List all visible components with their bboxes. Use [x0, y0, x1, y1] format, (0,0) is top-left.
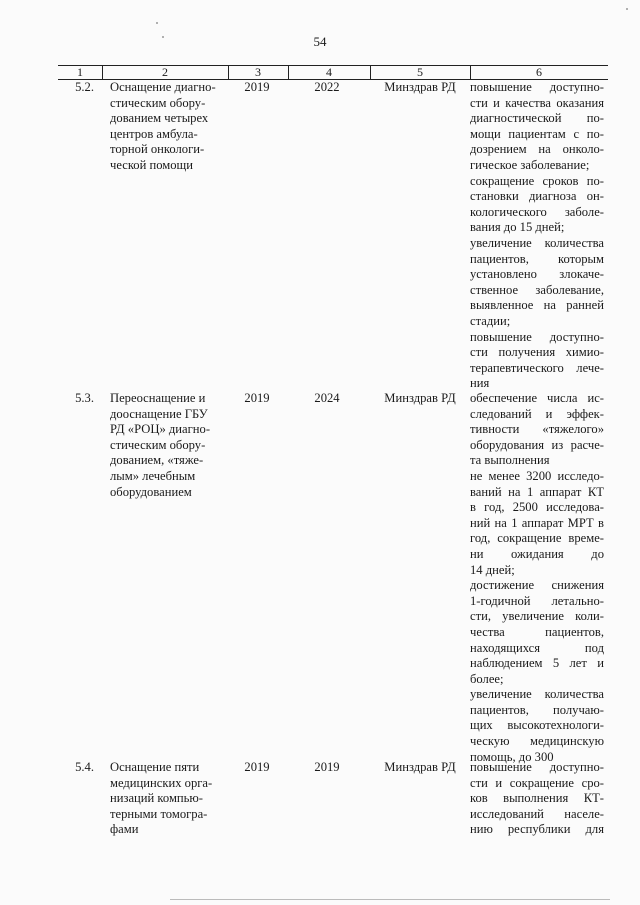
executor: Минздрав РД — [384, 391, 456, 405]
result-line: находящихся под — [470, 640, 604, 655]
result-line: тивности «тяжелого» — [470, 422, 604, 437]
header-col-6: 6 — [536, 65, 542, 79]
expected-result — [470, 80, 604, 392]
measure-name-line: фами — [110, 822, 139, 837]
result-line: щих высокотехнологи- — [470, 718, 604, 733]
result-line: стадии; — [470, 313, 511, 328]
result-line: пациентов, которым — [470, 251, 604, 266]
result-line: ваний на 1 аппарат КТ — [470, 484, 604, 499]
measure-name — [110, 760, 222, 838]
result-line: 14 дней; — [470, 562, 515, 577]
measure-name-line: центров амбула- — [110, 126, 198, 141]
scan-speck — [162, 36, 164, 38]
start-year: 2019 — [244, 391, 270, 405]
row-number: 5.4. — [75, 760, 94, 774]
row-number: 5.3. — [75, 391, 94, 405]
header-col-4: 4 — [326, 65, 332, 79]
measure-name — [110, 80, 222, 174]
measure-name-line: ческой помощи — [110, 157, 193, 172]
result-line: диагностической по- — [470, 111, 604, 126]
measure-name-line: Переоснащение и — [110, 391, 206, 405]
result-line: терапевтического лече- — [470, 360, 604, 375]
result-line: ни ожидания до — [470, 546, 604, 561]
measure-name-line: низаций компью- — [110, 791, 204, 806]
result-line: не менее 3200 исследо- — [470, 468, 604, 483]
expected-result — [470, 391, 604, 765]
result-line: пациентов, получаю- — [470, 702, 604, 717]
result-line: дозрением на онколо- — [470, 142, 604, 157]
measure-name-line: Оснащение пяти — [110, 760, 200, 774]
scan-speck — [626, 8, 628, 10]
expected-result — [470, 760, 604, 838]
result-line: сти и качества оказания — [470, 95, 604, 110]
header-col-2: 2 — [162, 65, 168, 79]
row-number: 5.2. — [75, 80, 94, 94]
header-col-1: 1 — [77, 65, 83, 79]
result-line: та выполнения — [470, 453, 550, 468]
result-line: повышение доступно- — [470, 80, 604, 94]
result-line: нию республики для — [470, 822, 604, 837]
result-line: следований и эффек- — [470, 406, 604, 421]
result-line: сти, увеличение коли- — [470, 609, 604, 624]
page-number: 54 — [313, 34, 327, 49]
result-line: более; — [470, 671, 504, 686]
executor: Минздрав РД — [384, 760, 456, 774]
result-line: сокращение сроков по- — [470, 173, 604, 188]
measure-name-line: дованием четырех — [110, 111, 209, 126]
result-line: выявленное на ранней — [470, 298, 604, 313]
measure-name-line: дованием, «тяже- — [110, 453, 204, 468]
measure-name-line: РД «РОЦ» диагно- — [110, 422, 211, 437]
measure-name-line: оборудованием — [110, 484, 192, 499]
result-line: становки диагноза он- — [470, 189, 604, 204]
measure-name-line: лым» лечебным — [110, 468, 196, 483]
result-line: в год, 2500 исследова- — [470, 500, 604, 515]
result-line: 1-годичной летально- — [470, 593, 604, 608]
result-line: помощь, до 300 — [470, 749, 554, 764]
measure-name-line: дооснащение ГБУ — [110, 406, 208, 421]
measure-name-line: стическим обору- — [110, 437, 206, 452]
table-header-row — [58, 66, 608, 80]
result-line: гическое заболевание; — [470, 157, 590, 172]
result-line: повышение доступно- — [470, 760, 604, 774]
result-line: сти и сокращение сро- — [470, 775, 604, 790]
result-line: увеличение количества — [470, 687, 604, 702]
result-line: оборудования из расче- — [470, 437, 604, 452]
measure-name-line: терными томогра- — [110, 806, 208, 821]
header-col-3: 3 — [255, 65, 261, 79]
result-line: ческую медицинскую — [470, 734, 604, 749]
result-line: обеспечение числа ис- — [470, 391, 604, 405]
result-line: ков выполнения КТ- — [470, 791, 604, 806]
header-col-5: 5 — [417, 65, 423, 79]
result-line: наблюдением 5 лет и — [470, 656, 604, 671]
start-year: 2019 — [244, 760, 270, 774]
measure-name-line: стическим обору- — [110, 95, 206, 110]
result-line: год, сокращение време- — [470, 531, 604, 546]
result-line: ний на 1 аппарат МРТ в — [470, 515, 604, 530]
result-line: достижение снижения — [470, 578, 604, 593]
end-year: 2019 — [314, 760, 340, 774]
result-line: повышение доступно- — [470, 329, 604, 344]
result-line: вания до 15 дней; — [470, 220, 565, 235]
result-line: ния — [470, 376, 490, 391]
measure-name — [110, 391, 222, 500]
measure-name-line: Оснащение диагно- — [110, 80, 216, 94]
result-line: ственное заболевание, — [470, 282, 604, 297]
measure-name-line: торной онкологи- — [110, 142, 205, 157]
result-line: кологического заболе- — [470, 204, 604, 219]
start-year: 2019 — [244, 80, 270, 94]
result-line: мощи пациентам с по- — [470, 126, 604, 141]
executor: Минздрав РД — [384, 80, 456, 94]
measure-name-line: медицинских орга- — [110, 775, 213, 790]
scan-speck — [156, 22, 158, 24]
result-line: увеличение количества — [470, 235, 604, 250]
result-line: сти получения химио- — [470, 345, 604, 360]
result-line: исследований населе- — [470, 806, 604, 821]
end-year: 2022 — [314, 80, 340, 94]
result-line: установлено злокаче- — [470, 267, 604, 282]
scan-edge-line — [170, 899, 610, 900]
end-year: 2024 — [314, 391, 340, 405]
result-line: чества пациентов, — [470, 624, 604, 639]
